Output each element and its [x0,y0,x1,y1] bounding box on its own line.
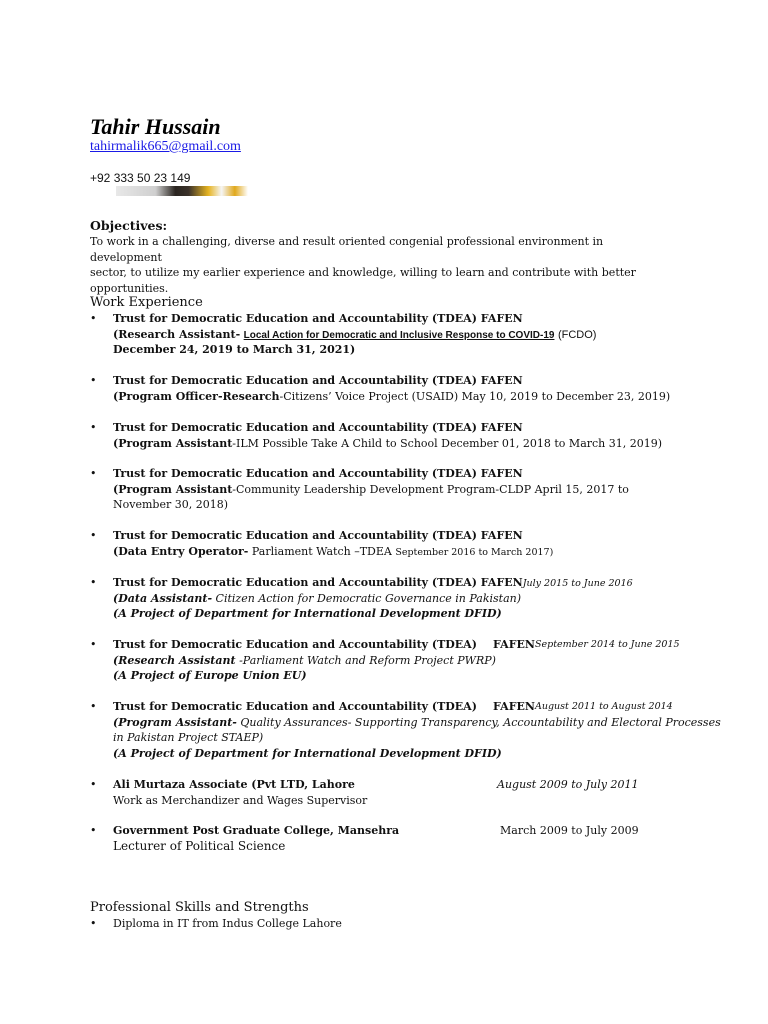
bullet: • [90,529,97,542]
bullet: • [90,576,97,589]
bullet: • [90,467,97,480]
donor: (A Project of Department for International Development DFID) [113,607,502,620]
employer: Trust for Democratic Education and Accountability (TDEA) FAFEN [113,576,523,589]
role: (Research Assistant [113,653,236,667]
role: (Program Assistant- [113,715,237,729]
candidate-name: Tahir Hussain [90,114,221,139]
objectives-text [90,234,660,296]
employer: Trust for Democratic Education and Accountability (TDEA) FAFEN [113,421,523,434]
objectives-line: opportunities. [90,281,169,295]
skill-text: Diploma in IT from Indus College Lahore [113,917,342,930]
job-description: Work as Merchandizer and Wages Supervisor [113,793,368,807]
employer: Trust for Democratic Education and Accountability (TDEA) [113,700,477,713]
bullet: • [90,374,97,387]
project-details: -ILM Possible Take A Child to School December 01, 2018 to March 31, 2019) [232,436,663,450]
bullet: • [90,421,97,434]
bullet: • [90,638,97,651]
project-details: Citizen Action for Democratic Governance in Pakistan) [212,591,522,605]
donor: (A Project of Europe Union EU) [113,669,307,682]
job-description: Lecturer of Political Science [113,838,286,853]
dates: September 2014 to June 2015 [535,639,680,650]
objectives-line: sector, to utilize my earlier experience and knowledge, willing to learn and contribute with better [90,266,636,279]
employer: Trust for Democratic Education and Accountability (TDEA) FAFEN [113,312,523,325]
role: (Data Assistant- [113,591,213,605]
fafen-label: FAFEN [493,638,535,651]
employer: Government Post Graduate College, Mansehra [113,824,400,837]
project-name: Local Action for Democratic and Inclusive Response to COVID-19 [243,329,555,341]
role: (Data Entry Operator- [113,544,249,558]
objectives-line: To work in a challenging, diverse and result oriented congenial professional environment in development [90,235,604,264]
project-details: -Citizens’ Voice Project (USAID) May 10, 2019 to December 23, 2019) [279,389,671,403]
project-details-cont: November 30, 2018) [113,498,228,511]
project-details: Parliament Watch –TDEA [248,544,396,558]
bullet: • [90,700,97,713]
role: (Program Officer-Research [113,389,280,403]
role: (Program Assistant [113,482,233,496]
dates: August 2009 to July 2011 [497,778,639,791]
photo-strip [116,186,248,196]
bullet: • [90,917,97,930]
dates: March 2009 to July 2009 [500,824,639,837]
employer: Trust for Democratic Education and Accountability (TDEA) FAFEN [113,374,523,387]
dates: July 2015 to June 2016 [522,578,633,589]
bullet: • [90,824,97,837]
project-details: -Parliament Watch and Reform Project PWRP) [235,653,496,667]
bullet: • [90,312,97,325]
objectives-title: Objectives: [90,218,168,233]
donor: (FCDO) [557,328,597,341]
role: (Program Assistant [113,436,233,450]
fafen-label: FAFEN [493,700,535,713]
employer: Trust for Democratic Education and Accountability (TDEA) FAFEN [113,529,523,542]
employer: Ali Murtaza Associate (Pvt LTD, Lahore [113,778,355,791]
employer: Trust for Democratic Education and Accountability (TDEA) [113,638,477,651]
dates: August 2011 to August 2014 [535,701,673,712]
work-experience-title: Work Experience [90,295,203,310]
project-details-cont: in Pakistan Project STAEP) [113,731,264,744]
email-link[interactable]: tahirmalik665@gmail.com [90,139,241,154]
employer: Trust for Democratic Education and Accountability (TDEA) FAFEN [113,467,523,480]
bullet: • [90,778,97,791]
phone-number: +92 333 50 23 149 [90,171,191,185]
dates: September 2016 to March 2017) [395,546,554,558]
project-details: Quality Assurances- Supporting Transparency, Accountability and Electoral Processes [236,715,721,729]
role: (Research Assistant- [113,327,241,341]
donor: (A Project of Department for International Development DFID) [113,746,502,760]
skills-title: Professional Skills and Strengths [90,900,309,915]
dates: December 24, 2019 to March 31, 2021) [113,343,356,356]
project-details: -Community Leadership Development Program-CLDP April 15, 2017 to [232,482,629,496]
